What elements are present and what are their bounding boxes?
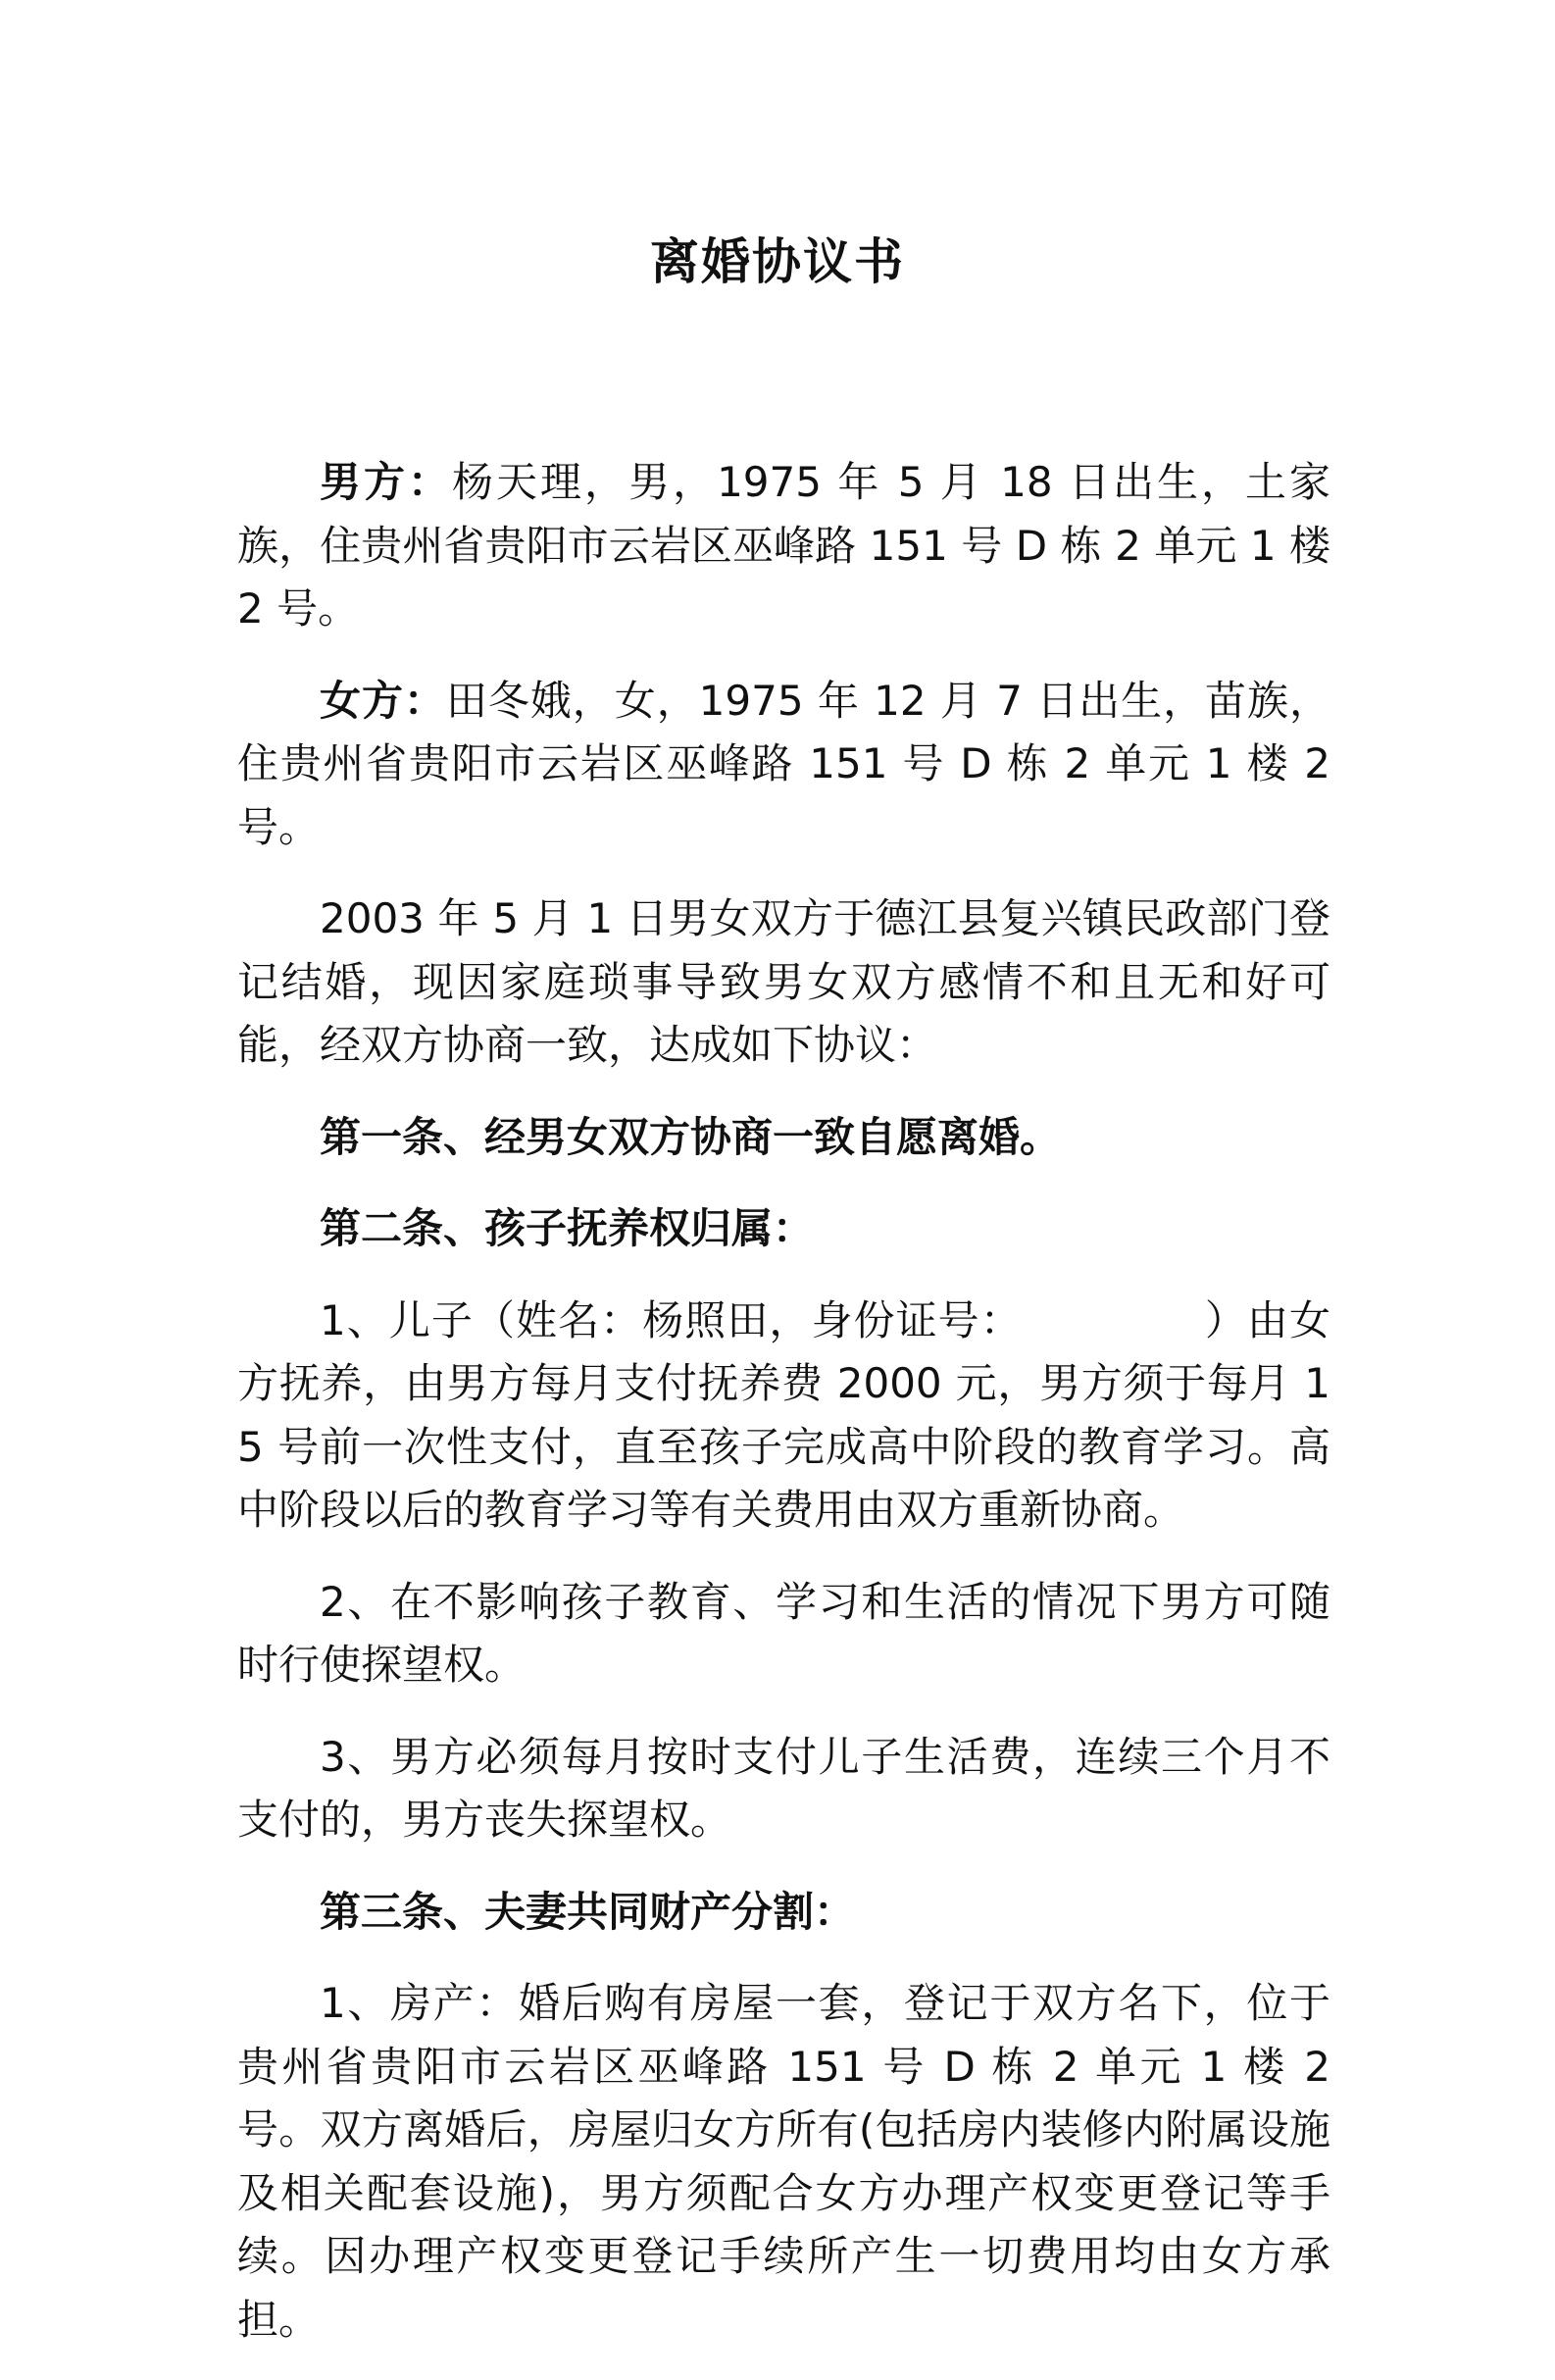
custody-clause-1 — [237, 1290, 1330, 1543]
man-info-text: 杨天理，男，1975 年 5 月 18 日出生，土家族，住贵州省贵阳市云岩区巫峰路 151 号 D 栋 2 单元 1 楼 2 号。 — [237, 458, 1330, 633]
property-clause-1: 1、房产：婚后购有房屋一套，登记于双方名下，位于贵州省贵阳市云岩区巫峰路 151 号 D 栋 2 单元 1 楼 2 号。双方离婚后，房屋归女方所有(包括房内装修内附属设施及相关配套设施)，男方须配合女方办理产权变更登记等手续。因办理产权变更登记手续所产生一切费用均由女方承担。 — [237, 1979, 1330, 2344]
man-label: 男方： — [320, 458, 453, 506]
document-body — [237, 451, 1330, 2380]
article-1: 第一条、经男女双方协商一致自愿离婚。 — [320, 1112, 1062, 1161]
intro-paragraph: 2003 年 5 月 1 日男女双方于德江县复兴镇民政部门登记结婚，现因家庭琐事导致男女双方感情不和且无和好可能，经双方协商一致，达成如下协议： — [237, 894, 1330, 1069]
document-title: 离婚协议书 — [650, 233, 905, 290]
woman-info-paragraph — [237, 670, 1330, 860]
article-3-heading: 第三条、夫妻共同财产分割： — [320, 1887, 856, 1936]
custody-clause-1-end: ）由女方抚养，由男方每月支付抚养费 2000 元，男方须于每月 15 号前一次性支付，直至孩子完成高中阶段的教育学习。高中阶段以后的教育学习等有关费用由双方重新协商。 — [237, 1295, 1330, 1534]
woman-label: 女方： — [320, 676, 446, 725]
man-info-paragraph — [237, 451, 1330, 641]
custody-clause-1-start: 1、儿子（姓名：杨照田，身份证号： — [320, 1295, 1023, 1344]
article-2-heading: 第二条、孩子抚养权归属： — [320, 1204, 815, 1252]
woman-info-text: 田冬娥，女，1975 年 12 月 7 日出生，苗族，住贵州省贵阳市云岩区巫峰路 151 号 D 栋 2 单元 1 楼 2 号。 — [237, 676, 1330, 851]
custody-clause-3: 3、男方必须每月按时支付儿子生活费，连续三个月不支付的，男方丧失探望权。 — [237, 1732, 1330, 1844]
custody-clause-2: 2、在不影响孩子教育、学习和生活的情况下男方可随时行使探望权。 — [237, 1577, 1330, 1689]
